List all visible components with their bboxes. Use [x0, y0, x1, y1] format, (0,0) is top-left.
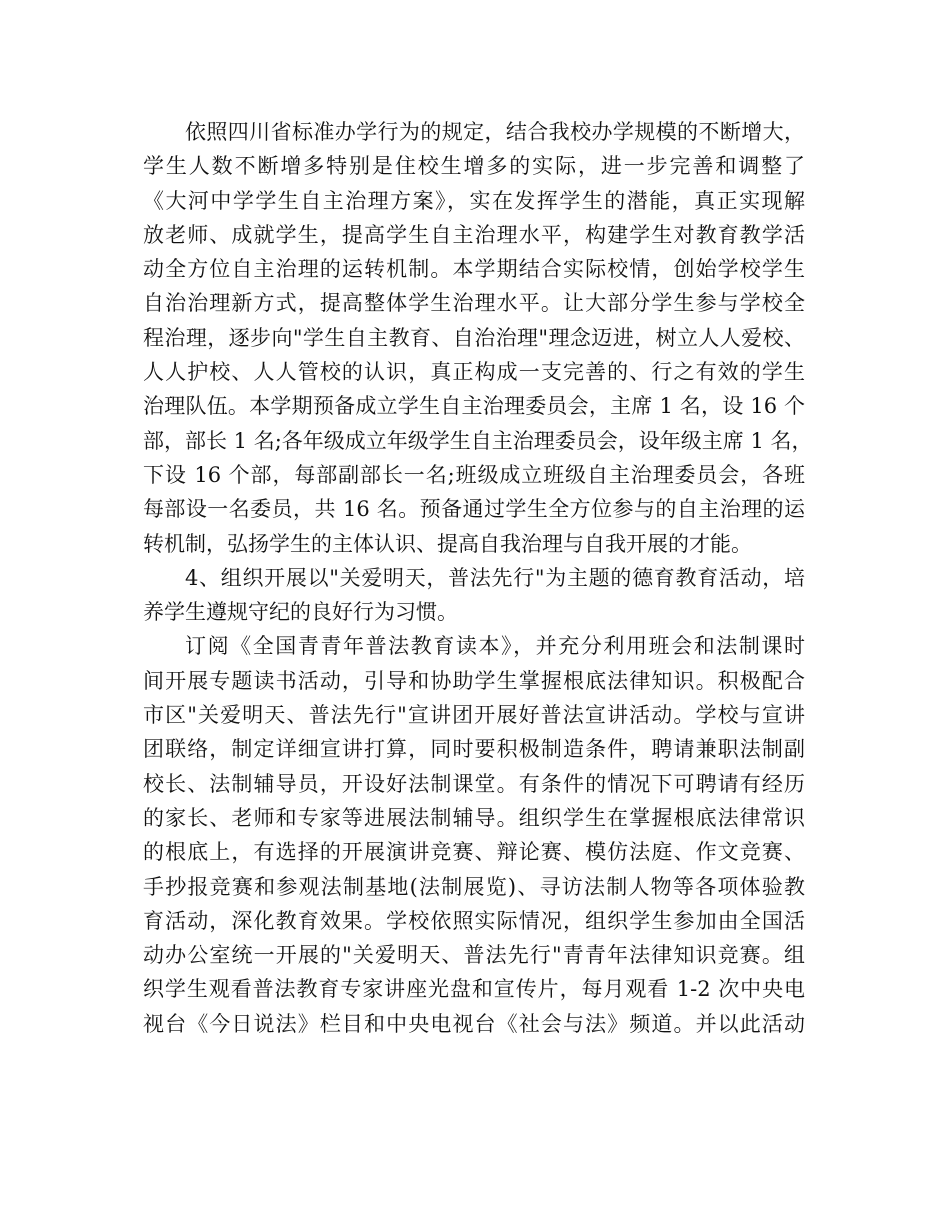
- text-line: 程治理，逐步向"学生自主教育、自治治理"理念迈进，树立人人爱校、: [143, 325, 805, 350]
- document-page: [143, 115, 813, 1041]
- text-line: 织学生观看普法教育专家讲座光盘和宣传片，每月观看 1-2 次中央电: [143, 977, 805, 1002]
- text-line: 养学生遵规守纪的良好行为习惯。: [143, 600, 458, 625]
- text-line: 放老师、成就学生，提高学生自主治理水平，构建学生对教育教学活: [143, 222, 805, 247]
- text-line: 市区"关爱明天、普法先行"宣讲团开展好普法宣讲活动。学校与宣讲: [143, 703, 805, 728]
- text-line: 育活动，深化教育效果。学校依照实际情况，组织学生参加由全国活: [143, 908, 805, 933]
- text-line: 团联络，制定详细宣讲打算，同时要积极制造条件，聘请兼职法制副: [143, 737, 805, 762]
- paragraph-legal-education: [143, 629, 805, 1041]
- text-line: 《大河中学学生自主治理方案》，实在发挥学生的潜能，真正实现解: [143, 188, 805, 213]
- text-line: 订阅《全国青青年普法教育读本》，并充分利用班会和法制课时: [185, 634, 805, 659]
- text-line: 4、组织开展以"关爱明天，普法先行"为主题的德育教育活动，培: [185, 565, 805, 590]
- text-line: 依照四川省标准办学行为的规定，结合我校办学规模的不断增大，: [185, 120, 805, 144]
- text-line: 校长、法制辅导员，开设好法制课堂。有条件的情况下可聘请有经历: [143, 771, 805, 796]
- text-line: 动全方位自主治理的运转机制。本学期结合实际校情，创始学校学生: [143, 257, 805, 282]
- paragraph-section-4-heading: [143, 561, 805, 630]
- text-line: 自治治理新方式，提高整体学生治理水平。让大部分学生参与学校全: [143, 291, 805, 316]
- text-line: 手抄报竞赛和参观法制基地(法制展览)、寻访法制人物等各项体验教: [143, 874, 805, 899]
- text-line: 学生人数不断增多特别是住校生增多的实际，进一步完善和调整了: [143, 154, 805, 179]
- text-line: 的家长、老师和专家等进展法制辅导。组织学生在掌握根底法律常识: [143, 805, 805, 830]
- text-line: 下设 16 个部，每部副部长一名;班级成立班级自主治理委员会，各班: [143, 462, 805, 487]
- text-line: 每部设一名委员，共 16 名。预备通过学生全方位参与的自主治理的运: [143, 497, 805, 522]
- text-line: 的根底上，有选择的开展演讲竞赛、辩论赛、模仿法庭、作文竞赛、: [143, 840, 805, 865]
- text-line: 视台《今日说法》栏目和中央电视台《社会与法》频道。并以此活动: [143, 1011, 805, 1036]
- text-line: 部，部长 1 名;各年级成立年级学生自主治理委员会，设年级主席 1 名，: [143, 428, 813, 453]
- text-line: 间开展专题读书活动，引导和协助学生掌握根底法律知识。积极配合: [143, 668, 805, 693]
- text-line: 动办公室统一开展的"关爱明天、普法先行"青青年法律知识竞赛。组: [143, 943, 805, 968]
- text-line: 人人护校、人人管校的认识，真正构成一支完善的、行之有效的学生: [143, 360, 805, 385]
- paragraph-student-self-governance: [143, 115, 813, 561]
- text-line: 治理队伍。本学期预备成立学生自主治理委员会，主席 1 名，设 16 个: [143, 394, 805, 419]
- text-line: 转机制，弘扬学生的主体认识、提高自我治理与自我开展的才能。: [143, 531, 752, 556]
